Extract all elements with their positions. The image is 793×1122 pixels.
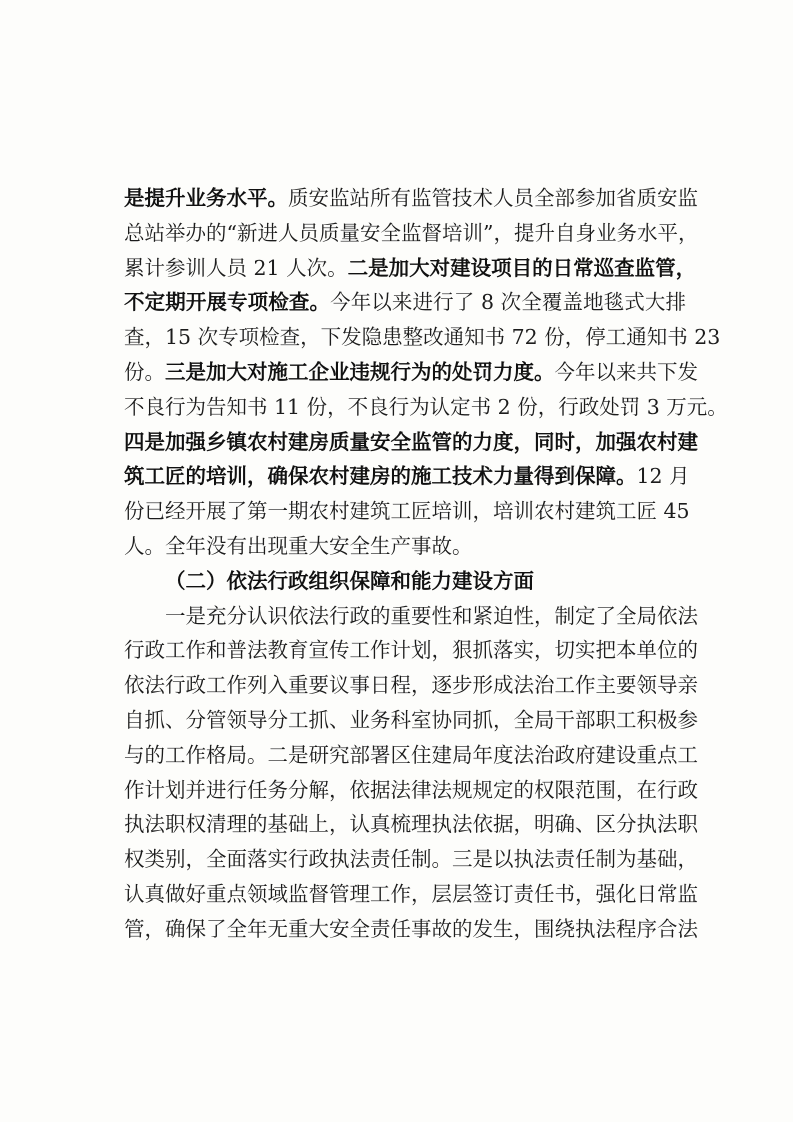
- section-heading: （二）依法行政组织保障和能力建设方面: [165, 568, 534, 593]
- text-run: 累计参训人员 21 人次。: [124, 255, 348, 280]
- bold-phrase: 四是加强乡镇农村建房质量安全监管的力度，同时，加强农村建: [124, 429, 698, 454]
- text-line: 执法职权清理的基础上，认真梳理执法依据，明确、区分执法职: [124, 812, 698, 837]
- text-line: 管，确保了全年无重大安全责任事故的发生，围绕执法程序合法: [124, 916, 698, 941]
- text-line: [124, 390, 728, 425]
- text-line: [124, 529, 686, 564]
- paragraph-quality-safety: [124, 181, 728, 564]
- text-run: 总站举办的“新进人员质量安全监督培训”，提升自身业务水平，: [124, 220, 699, 245]
- bold-phrase: 二是加大对建设项目的日常巡查监管，: [347, 255, 697, 280]
- text-line: [124, 494, 690, 529]
- text-run: 今年以来共下发: [554, 359, 698, 384]
- text-line: [124, 320, 721, 355]
- text-run: 今年以来进行了 8 次全覆盖地毯式大排: [330, 290, 687, 315]
- text-line: [124, 355, 698, 390]
- text-line: 认真做好重点领域监督管理工作，层层签订责任书，强化日常监: [124, 881, 698, 906]
- text-line: [124, 425, 698, 460]
- text-run: 份已经开展了第一期农村建筑工匠培训，培训农村建筑工匠 45: [124, 499, 690, 524]
- text-line: 一是充分认识依法行政的重要性和紧迫性，制定了全局依法: [165, 603, 698, 628]
- text-run: 质安监站所有监管技术人员全部参加省质安监: [288, 186, 698, 210]
- text-run: 人。全年没有出现重大安全生产事故。: [124, 533, 473, 558]
- text-line: [124, 459, 690, 494]
- text-line: [124, 285, 686, 320]
- text-line: 自抓、分管领导分工抓、业务科室协同抓，全局干部职工积极参: [124, 707, 698, 732]
- text-run: 12 月: [636, 464, 690, 489]
- text-run: 份。: [124, 359, 165, 384]
- bold-phrase: 筑工匠的培训，确保农村建房的施工技术力量得到保障。: [124, 464, 637, 489]
- paragraph-lawful-administration: [124, 599, 698, 947]
- bold-phrase: 三是加大对施工企业违规行为的处罚力度。: [165, 359, 555, 384]
- document-body: [124, 181, 728, 947]
- text-line: [124, 181, 698, 216]
- bold-phrase: 是提升业务水平。: [124, 186, 288, 210]
- text-run: 查，15 次专项检查，下发隐患整改通知书 72 份，停工通知书 23: [124, 325, 721, 350]
- bold-phrase: 不定期开展专项检查。: [124, 290, 331, 315]
- text-line: [124, 251, 697, 286]
- text-line: [124, 216, 699, 251]
- text-line: 权类别，全面落实行政执法责任制。三是以执法责任制为基础，: [124, 847, 698, 872]
- text-line: 作计划并进行任务分解，依据法律法规规定的权限范围，在行政: [124, 777, 698, 802]
- text-line: 与的工作格局。二是研究部署区住建局年度法治政府建设重点工: [124, 742, 698, 767]
- text-run: 不良行为告知书 11 份，不良行为认定书 2 份，行政处罚 3 万元。: [124, 394, 728, 419]
- text-line: 行政工作和普法教育宣传工作计划，狠抓落实，切实把本单位的: [124, 638, 698, 663]
- text-line: 依法行政工作列入重要议事日程，逐步形成法治工作主要领导亲: [124, 673, 698, 698]
